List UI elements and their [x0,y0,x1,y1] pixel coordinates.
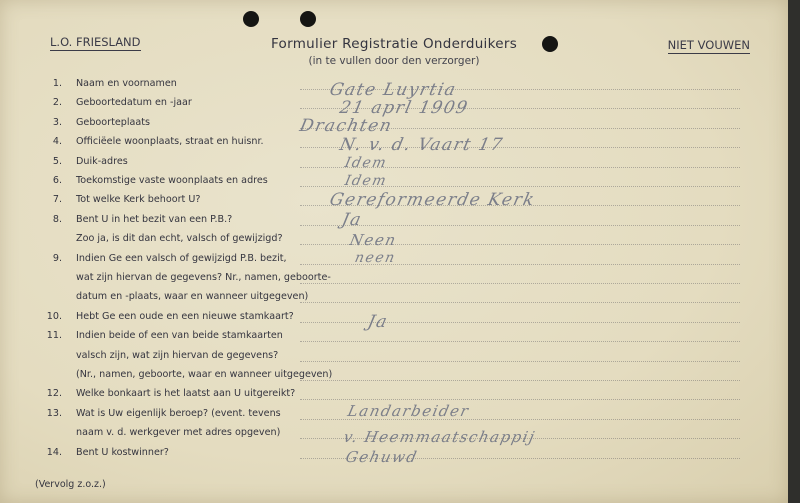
question-number: 2. [52,97,62,109]
question-text: Geboortedatum en -jaar [76,97,192,109]
scan-edge [788,0,800,503]
question-number: 9. [52,252,62,264]
question-text: datum en -plaats, waar en wanneer uitgegeven) [76,291,309,303]
continued-note: (Vervolg z.o.z.) [35,479,106,490]
question-text: Wat is Uw eigenlijk beroep? (event. tevens [76,407,281,419]
question-text: Hebt Ge een oude en een nieuwe stamkaart? [76,310,294,322]
question-number: 8. [52,213,62,225]
form-subtitle: (in te vullen door den verzorger) [308,55,480,67]
handwritten-answer-pb-type: Neen [348,231,399,249]
punch-hole [300,11,316,27]
question-text: Naam en voornamen [76,78,177,89]
answer-line [300,380,740,381]
answer-line [300,361,740,362]
handwritten-answer-name: Gate Luyrtia [327,80,459,100]
region-label: L.O. FRIESLAND [50,35,141,49]
question-text: Indien beide of een van beide stamkaarten [76,330,283,342]
form-title: Formulier Registratie Onderduikers [270,36,518,52]
question-text: valsch zijn, wat zijn hiervan de gegevens? [76,349,279,361]
question-number: 4. [52,136,62,148]
do-not-fold-label: NIET VOUWEN [667,38,750,52]
question-number: 13. [46,407,62,419]
handwritten-answer-false-pb: neen [353,250,398,266]
handwritten-answer-profession: Landarbeider [346,402,472,420]
handwritten-answer-address: N. v. d. Vaart 17 [337,135,506,155]
question-text: Duik-adres [76,155,128,167]
handwritten-answer-birthdate: 21 aprl 1909 [337,98,471,118]
question-text: Bent U in het bezit van een P.B.? [76,213,233,225]
question-text: Zoo ja, is dit dan echt, valsch of gewijzigd? [76,233,283,245]
handwritten-answer-stamkaart: Ja [365,312,391,332]
question-text: naam v. d. werkgever met adres opgeven) [76,427,281,439]
question-number: 3. [52,116,62,128]
question-text: Toekomstige vaste woonplaats en adres [76,175,268,186]
question-text: Indien Ge een valsch of gewijzigd P.B. bezit, [76,252,287,264]
question-number: 10. [46,310,62,322]
answer-line [300,225,740,226]
answer-line [300,341,740,342]
question-number: 6. [52,175,62,186]
question-text: Welke bonkaart is het laatst aan U uitgereikt? [76,388,296,400]
question-text: Officiëele woonplaats, straat en huisnr. [76,136,264,148]
handwritten-answer-breadwinner: Gehuwd [344,448,420,466]
handwritten-answer-pb: Ja [339,210,365,230]
answer-line [300,399,740,400]
answer-line [300,302,740,303]
question-text: Geboorteplaats [76,116,151,128]
question-number: 7. [52,194,62,206]
question-text: Bent U kostwinner? [76,446,169,458]
question-text: wat zijn hiervan de gegevens? Nr., namen, geboorte- [76,272,331,283]
question-text: Tot welke Kerk behoort U? [76,194,201,206]
handwritten-answer-church: Gereformeerde Kerk [327,190,538,210]
question-number: 1. [52,78,62,89]
handwritten-answer-hiding-address: Idem [343,155,389,171]
question-number: 14. [46,446,62,458]
handwritten-answer-employer: v. Heemmaatschappij [342,428,538,446]
question-number: 12. [46,388,62,400]
question-number: 5. [52,155,62,167]
answer-line [300,283,740,284]
punch-hole [243,11,259,27]
question-text: (Nr., namen, geboorte, waar en wanneer uitgegeven) [76,369,333,380]
handwritten-answer-future-address: Idem [343,173,389,189]
question-number: 11. [46,330,62,342]
handwritten-answer-birthplace: Drachten [297,116,395,136]
answer-line [300,322,740,323]
